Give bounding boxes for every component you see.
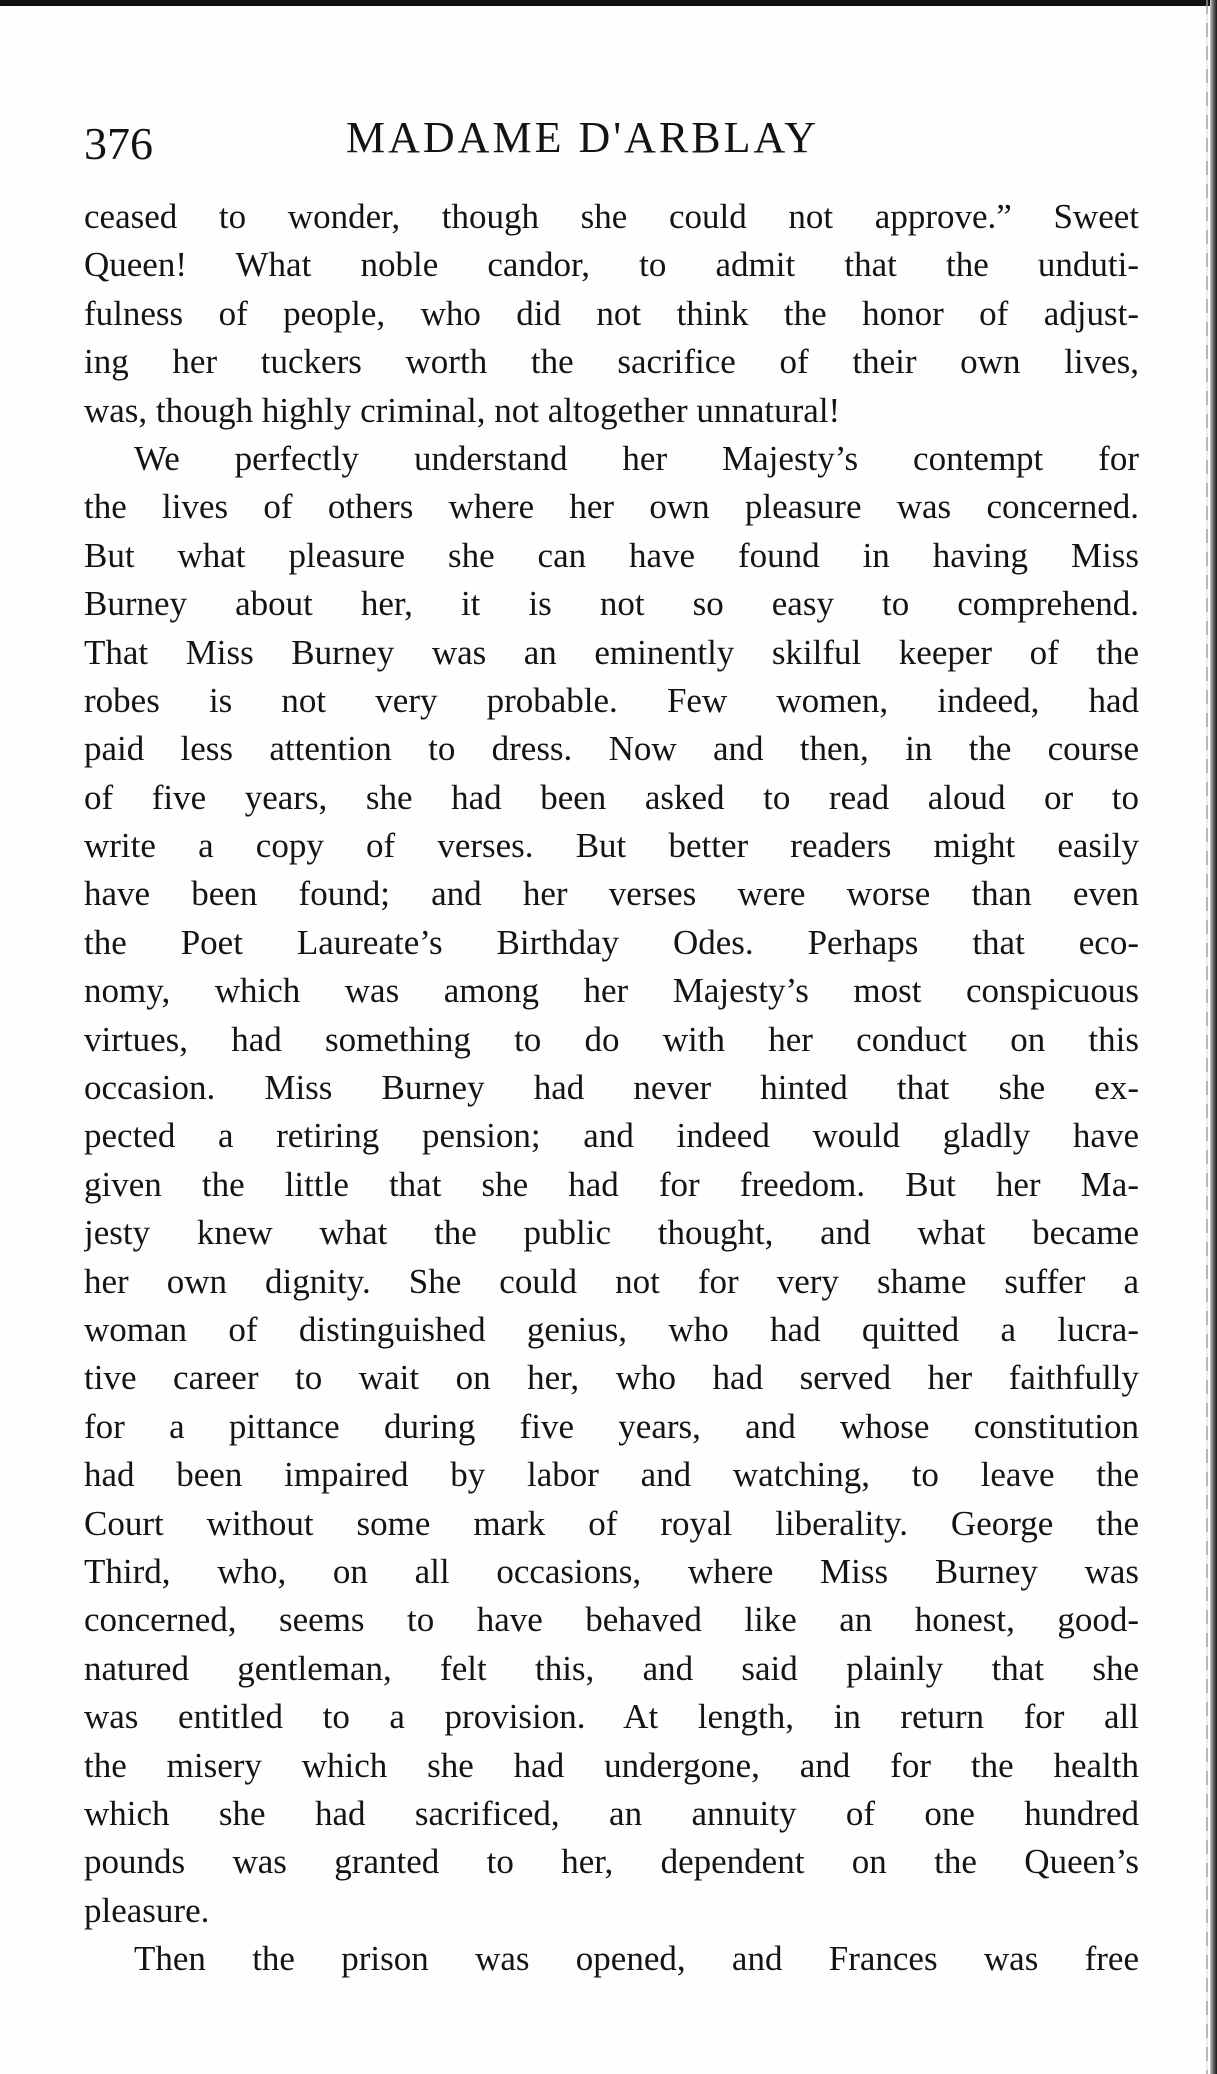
running-title: MADAME D'ARBLAY [346,113,820,162]
text-line: had been impaired by labor and watching, to leave the [84,1455,1139,1495]
text-line: We perfectly understand her Majesty’s contempt for [134,438,1139,478]
text-line: Burney about her, it is not so easy to comprehend. [84,584,1139,624]
text-line: write a copy of verses. But better readers might easily [84,826,1139,866]
text-line: ing her tuckers worth the sacrifice of their own lives, [84,342,1139,382]
text-line: the Poet Laureate’s Birthday Odes. Perhaps that eco- [84,922,1139,962]
text-line: Then the prison was opened, and Frances was free [134,1939,1139,1979]
text-line: for a pittance during five years, and whose constitution [84,1406,1139,1446]
text-line: pected a retiring pension; and indeed would gladly have [84,1116,1139,1156]
text-line: fulness of people, who did not think the honor of adjust- [84,293,1139,333]
text-line: was entitled to a provision. At length, in return for all [84,1697,1139,1737]
text-line: robes is not very probable. Few women, indeed, had [84,680,1139,720]
scan-page-edge-shadow [1206,0,1208,2074]
text-line: pleasure. [84,1890,210,1930]
text-line: occasion. Miss Burney had never hinted that she ex- [84,1068,1139,1108]
text-line: jesty knew what the public thought, and what became [84,1213,1139,1253]
scan-top-border [0,0,1217,6]
text-line: given the little that she had for freedom. But her Ma- [84,1164,1139,1204]
running-head [84,110,1144,176]
text-line: natured gentleman, felt this, and said plainly that she [84,1648,1139,1688]
text-line: virtues, had something to do with her conduct on this [84,1019,1139,1059]
scan-right-edge [1210,0,1217,2074]
text-line: have been found; and her verses were worse than even [84,874,1139,914]
body-text [84,193,1139,1983]
text-line: But what pleasure she can have found in having Miss [84,535,1139,575]
text-line: was, though highly criminal, not altogether unnatural! [84,390,841,430]
text-line: tive career to wait on her, who had served her faithfully [84,1358,1139,1398]
text-line: Queen! What noble candor, to admit that the unduti- [84,245,1139,285]
text-line: pounds was granted to her, dependent on the Queen’s [84,1842,1139,1882]
text-line: her own dignity. She could not for very shame suffer a [84,1261,1139,1301]
text-line: woman of distinguished genius, who had quitted a lucra- [84,1309,1139,1349]
text-line: Court without some mark of royal liberality. George the [84,1503,1139,1543]
text-line: concerned, seems to have behaved like an honest, good- [84,1600,1139,1640]
text-line: ceased to wonder, though she could not approve.” Sweet [84,197,1139,236]
text-line: the misery which she had undergone, and for the health [84,1745,1139,1785]
page-number: 376 [84,118,153,169]
text-line: paid less attention to dress. Now and then, in the course [84,729,1139,769]
text-line: That Miss Burney was an eminently skilful keeper of the [84,632,1139,672]
text-line: the lives of others where her own pleasure was concerned. [84,487,1139,527]
text-line: nomy, which was among her Majesty’s most conspicuous [84,971,1139,1011]
text-line: of five years, she had been asked to read aloud or to [84,777,1139,817]
text-line: Third, who, on all occasions, where Miss Burney was [84,1551,1139,1591]
text-line: which she had sacrificed, an annuity of one hundred [84,1793,1139,1833]
